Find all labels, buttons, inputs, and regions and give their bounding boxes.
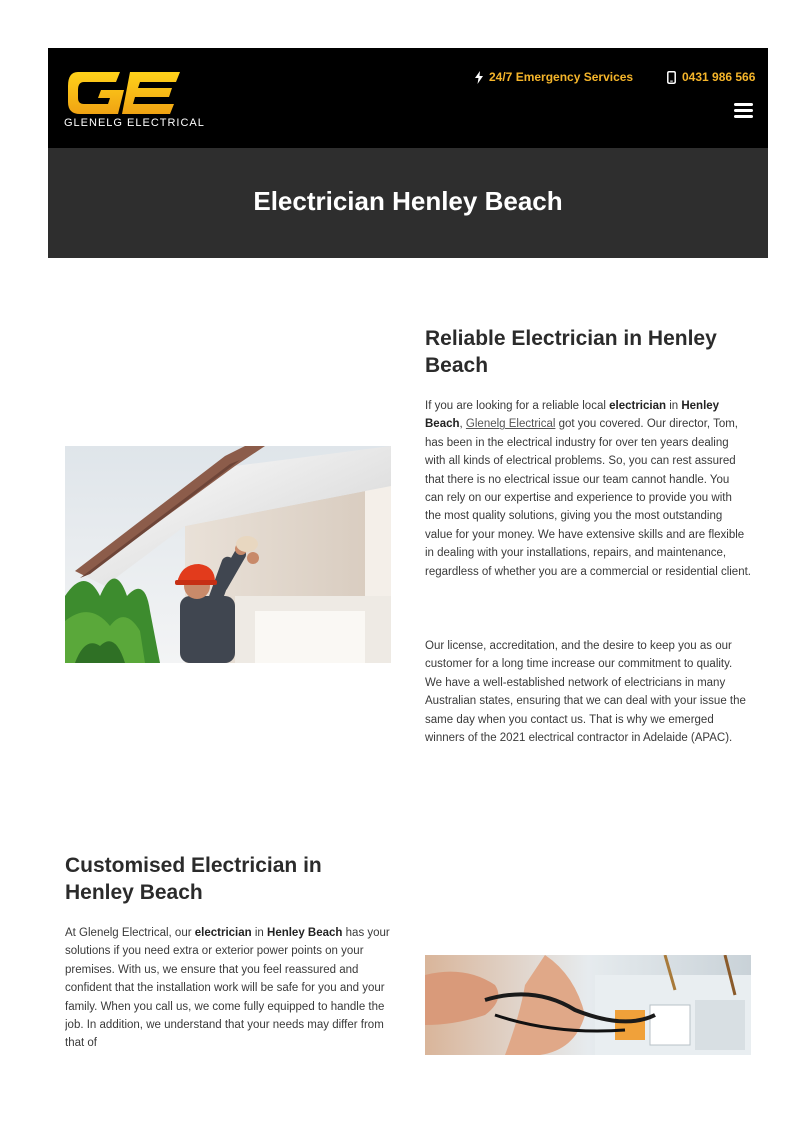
- emergency-services-label: 24/7 Emergency Services: [489, 70, 634, 84]
- logo-text: GLENELG ELECTRICAL: [64, 117, 205, 129]
- page-title: Electrician Henley Beach: [253, 186, 563, 216]
- electrician-installing-light-image: [65, 446, 391, 663]
- electrician-testing-switchboard-image: [425, 955, 751, 1055]
- section-reliable-paragraph-2: Our license, accreditation, and the desire to keep you as our customer for a long time increase our commitment to quality. We have a well-established network of electricians in many Australian states, ensuring that we can deal with your issue the same day when you contact us. That is why we emerged winners of the 2021 electrical contractor in Adelaide (APAC).: [425, 640, 746, 745]
- hamburger-menu-icon[interactable]: [734, 103, 754, 119]
- phone-number: 0431 986 566: [682, 70, 756, 84]
- glenelg-electrical-link[interactable]: Glenelg Electrical: [465, 418, 556, 431]
- phone-link[interactable]: [667, 70, 755, 84]
- lightning-bolt-icon: [475, 71, 483, 84]
- section-customised-paragraph-1: At Glenelg Electrical, our electrician in Henley Beach has your solutions if you need extra or exterior power points on your premises. With us, we ensure that you feel reassured and confident that the installation work will be safe for you and your family. When you call us, we come fully equipped to handle the job. In addition, we understand that your needs may differ from that of: [65, 927, 390, 1050]
- mobile-phone-icon: [667, 71, 676, 84]
- section-customised-title: Customised Electrician in Henley Beach: [65, 854, 322, 904]
- page-banner: [48, 148, 768, 258]
- emergency-services-link[interactable]: [475, 70, 633, 84]
- section-reliable-title: Reliable Electrician in Henley Beach: [425, 327, 717, 377]
- section-reliable-paragraph-1: If you are looking for a reliable local electrician in Henley Beach, Glenelg Electrical got you covered. Our director, Tom, has been in the electrical industry for over ten years dealing with all kinds of electrical problems. So, you can rest assured that there is no electrical issue our team cannot handle. You can rely on our expertise and experience to provide you with the most quality solutions, giving you the most outstanding value for your money. We have extensive skills and are flexible in dealing with your installations, repairs, and maintenance, regardless of whether you are a commercial or residential client.: [425, 400, 751, 578]
- site-header: [48, 48, 768, 148]
